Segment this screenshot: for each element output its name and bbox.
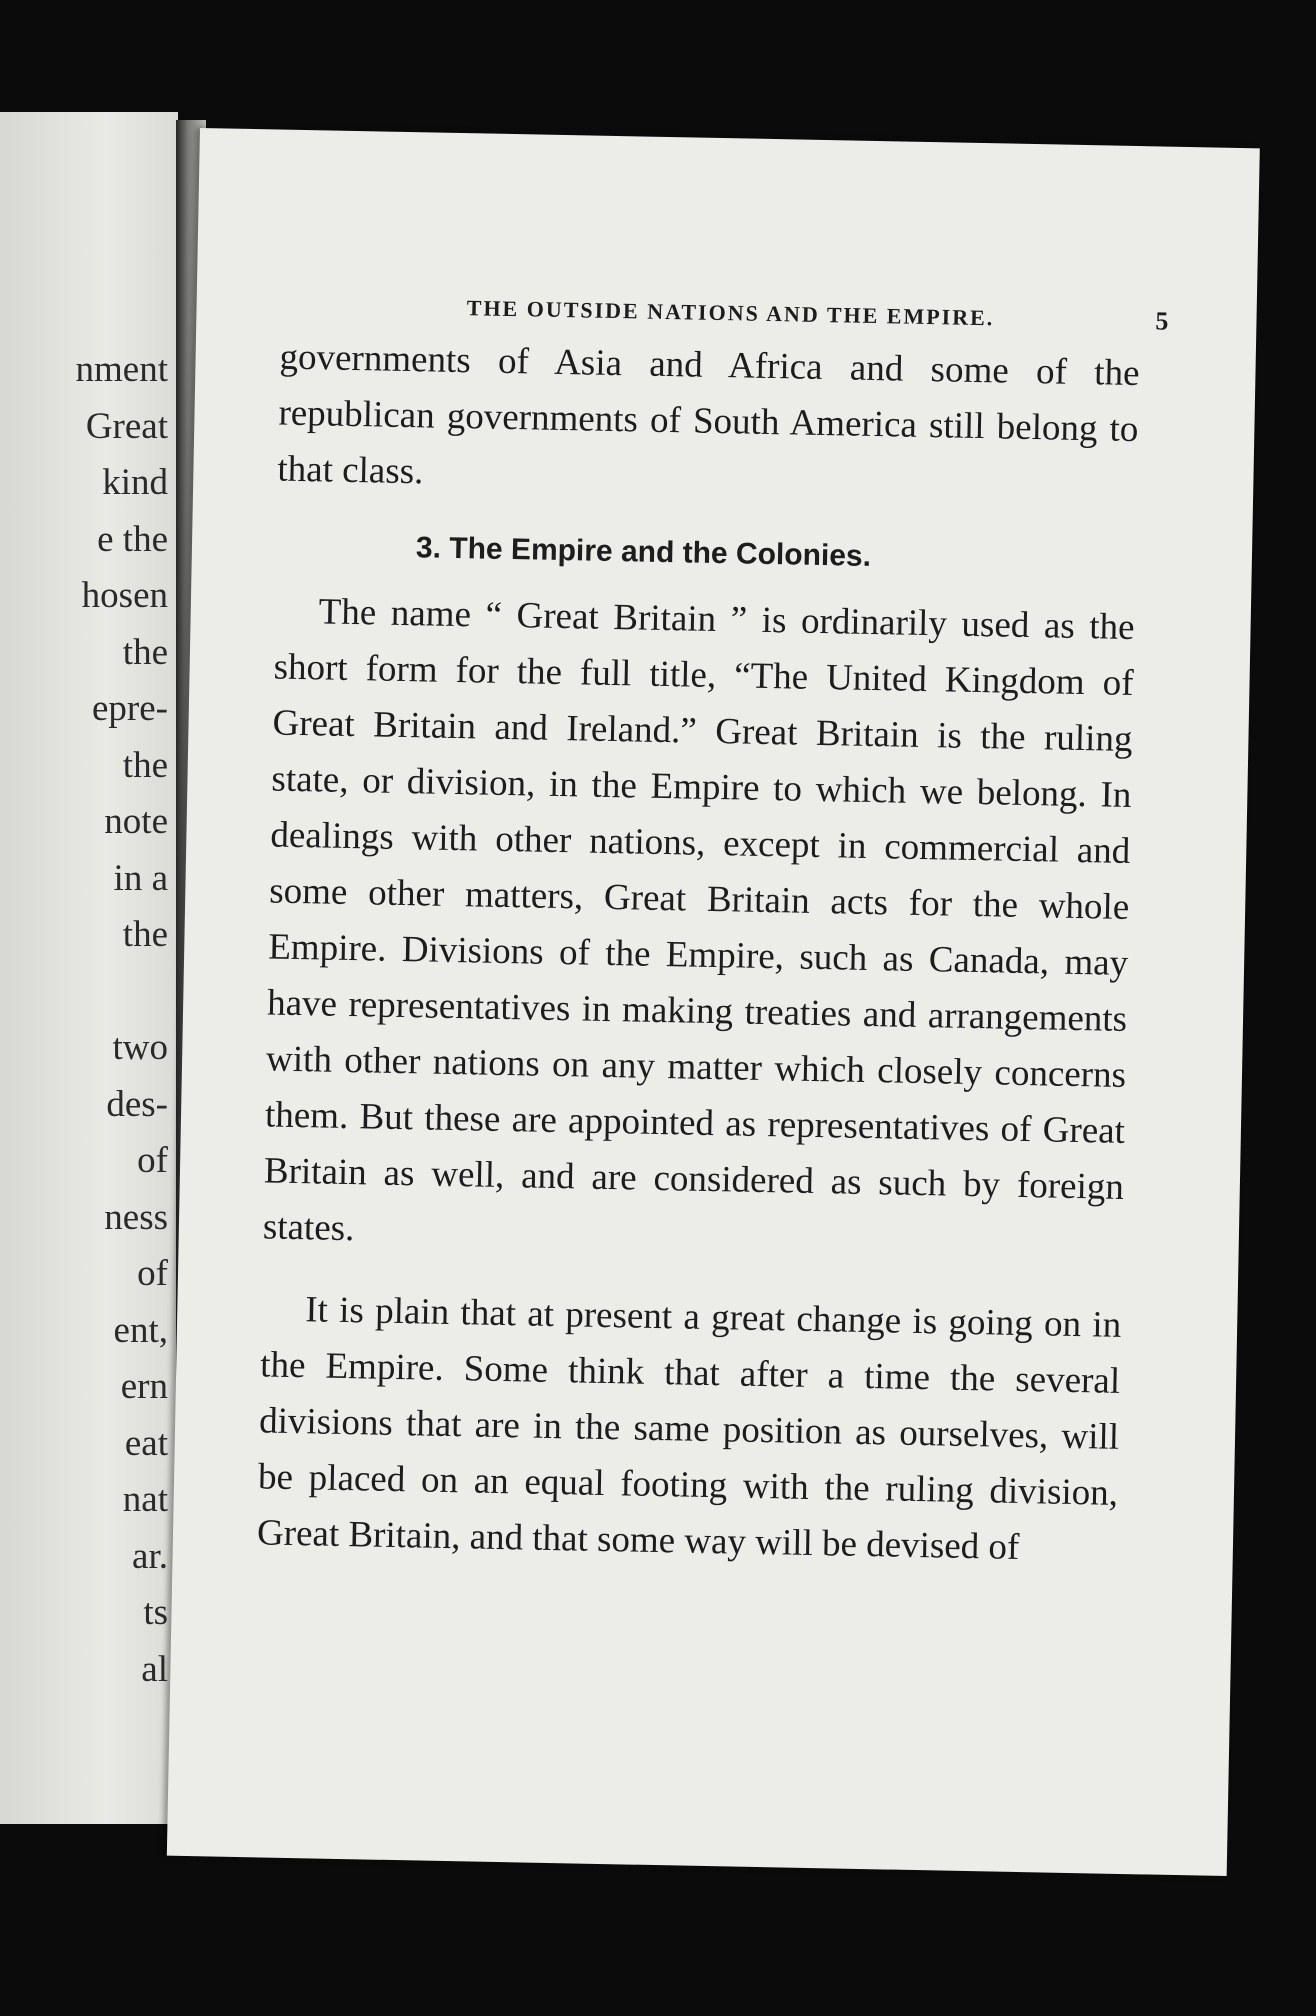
fragment-line: ern [120,1366,168,1407]
fragment-line: nment [75,349,168,390]
fragment-line: al [141,1648,168,1690]
section-heading: 3. The Empire and the Colonies. [415,531,872,573]
running-head-title: THE OUTSIDE NATIONS AND THE EMPIRE. [466,295,995,331]
paragraph: The name “ Great Britain ” is ordinarily used as the short form for the full title, “The United Kingdom of Great Britain and Ireland.” Great Britain is the ruling state, or division, in the Empire to which we belong. In dealings with other nations, except in commercial and some other matters, Great Britain acts for the whole Empire. Divisions of the Empire, such as Canada, may have representatives in making treaties and arrangements with other nations on any matter which closely concerns them. But these are appointed as representatives of Great Britain as well, and are considered as such by foreign states. [262,591,1135,1250]
current-page [167,128,1260,1876]
intro-paragraph: governments of Asia and Africa and some of the republican governments of South America still belong to that class. [277,336,1140,493]
fragment-line: des- [106,1083,168,1125]
fragment-line: ness [104,1196,168,1238]
fragment-line: two [112,1027,168,1068]
fragment-gap [3,964,168,1021]
fragment-line: epre- [92,688,168,729]
fragment-line: of [137,1140,168,1181]
fragment-line: Great [85,405,168,447]
page-number: 5 [1155,306,1169,336]
fragment-line: nat [122,1479,168,1520]
paragraph: It is plain that at present a great change is going on in the Empire. Some think that after a time the several divisions that are in the same position as ourselves, will be placed on an equal footing with the ruling division, Great Britain, and that some way will be devised of [256,1289,1122,1568]
page-content [256,280,1169,1578]
fragment-line: ar. [132,1535,168,1577]
fragment-line: ts [143,1592,168,1633]
fragment-line: kind [102,462,168,503]
fragment-line: hosen [81,575,168,616]
fragment-line: the [122,631,168,673]
fragment-line: the [122,914,168,955]
fragment-line: e the [97,518,168,560]
fragment-line: ent, [113,1309,168,1351]
fragment-line: eat [124,1422,168,1464]
fragment-line: the [122,744,168,786]
previous-page [0,112,178,1824]
fragment-line: in a [113,857,168,899]
previous-page-text-fragments [3,342,168,1698]
fragment-line: of [137,1253,168,1294]
fragment-line: note [104,801,168,842]
